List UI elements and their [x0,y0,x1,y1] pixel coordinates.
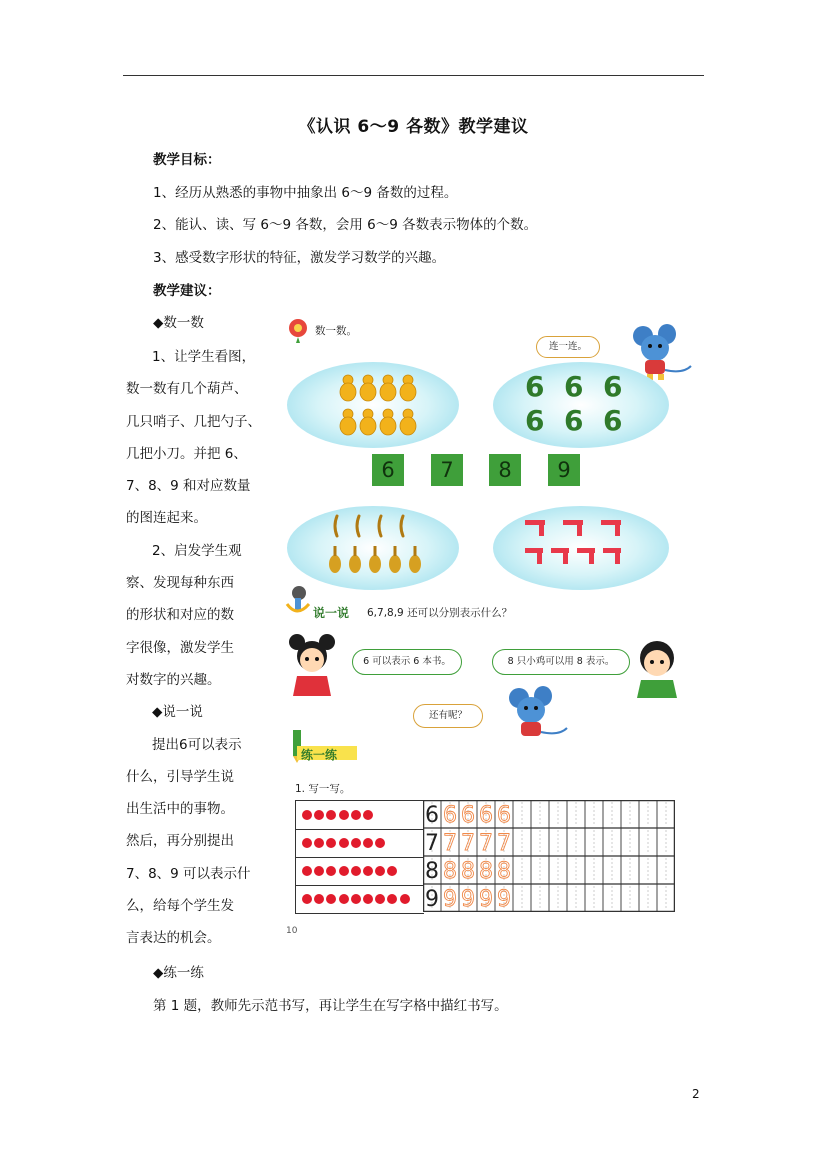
left-line: 2、启发学生观 [152,542,242,559]
red-dot [351,866,361,876]
left-line: 1、让学生看图， [152,349,256,365]
girl-bubble: 6 可以表示 6 本书。 [352,649,462,675]
microphone-icon [283,584,313,616]
goal-1: 1、经历从熟悉的事物中抽象出 6～9 备数的过程。 [153,185,458,201]
red-dot [351,838,361,848]
red-dot [375,894,385,904]
count-label: 数一数。 [315,325,357,337]
model-digit-7: 7 [425,831,439,856]
boy-icon [635,638,679,698]
practice-text: 第 1 题，教师先示范书写，再让学生在写字格中描红书写。 [153,998,508,1014]
red-dot [314,894,324,904]
red-dot [326,894,336,904]
dot-row-9 [296,885,424,914]
trace-digit-8[interactable]: 8 [443,859,457,884]
left-line: 出生活中的事物。 [126,801,234,818]
left-line: 的形状和对应的数 [126,607,234,624]
trace-digit-9[interactable]: 9 [461,887,475,912]
red-dot [339,838,349,848]
number-card-8[interactable]: 8 [489,454,521,486]
red-dot [387,894,397,904]
number-card-9[interactable]: 9 [548,454,580,486]
red-dot [339,866,349,876]
left-line: 言表达的机会。 [126,930,221,947]
red-dot [363,810,373,820]
dot-rows [295,800,424,914]
red-dot [302,866,312,876]
model-digit-9: 9 [425,887,439,912]
trace-digit-8[interactable]: 8 [479,859,493,884]
say-label: 说一说 [313,606,350,620]
left-line: 几只哨子、几把勺子、 [126,413,261,430]
left-line: ◆说一说 [152,704,203,721]
six-shapes: 6 6 6 6 6 6 [525,370,623,437]
red-dot [339,810,349,820]
dot-row-8 [296,857,424,886]
red-dot [302,894,312,904]
goal-2: 2、能认、读、写 6～9 各数，会用 6～9 各数表示物体的个数。 [153,217,538,233]
trace-digit-6[interactable]: 6 [443,803,457,828]
writing-boxes[interactable] [423,800,675,912]
red-dot [363,838,373,848]
red-dot [363,894,373,904]
trace-digit-7[interactable]: 7 [497,831,511,856]
left-line: 7、8、9 可以表示什 [126,865,251,882]
red-dot [387,866,397,876]
header-rule [123,75,704,76]
trace-digit-9[interactable]: 9 [497,887,511,912]
say-question: 6,7,8,9 还可以分别表示什么？ [367,607,513,619]
red-dot [314,838,324,848]
left-line: 么，给每个学生发 [126,898,234,915]
number-card-7[interactable]: 7 [431,454,463,486]
trace-digit-9[interactable]: 9 [443,887,457,912]
red-dot [400,894,410,904]
number-card-6[interactable]: 6 [372,454,404,486]
red-dot [326,810,336,820]
red-dot [302,810,312,820]
left-line: 数一数有几个葫芦、 [126,381,248,398]
trace-digit-9[interactable]: 9 [479,887,493,912]
book-page-number: 10 [286,926,298,936]
section-practice-heading: ◆练一练 [153,965,204,981]
page-number: 2 [692,1087,700,1101]
left-line: 的图连起来。 [126,510,207,527]
left-line: 提出6可以表示 [152,736,242,753]
trace-digit-6[interactable]: 6 [461,803,475,828]
trace-digit-8[interactable]: 8 [497,859,511,884]
practice-label: 练一练 [301,748,338,762]
spoon-icons [327,512,427,582]
write-label: 1. 写一写。 [295,783,351,795]
goal-3: 3、感受数字形状的特征，激发学习数学的兴趣。 [153,250,446,266]
left-line: 字很像，激发学生 [126,639,234,656]
connect-bubble: 连一连。 [536,336,600,358]
suggest-heading: 教学建议： [153,283,221,299]
red-dot [375,838,385,848]
trace-digit-8[interactable]: 8 [461,859,475,884]
trace-digit-7[interactable]: 7 [461,831,475,856]
mouse-icon-2 [501,684,571,744]
left-line: 几把小刀。并把 6、 [126,445,247,462]
mouse-bubble: 还有呢？ [413,704,483,728]
model-digit-6: 6 [425,803,439,828]
gourd-icons [339,372,419,438]
trace-digit-7[interactable]: 7 [479,831,493,856]
red-dot [314,866,324,876]
left-line: 察、发现每种东西 [126,575,234,592]
red-dot [326,866,336,876]
knife-icons [523,518,643,578]
red-dot [339,894,349,904]
goals-heading: 教学目标： [153,152,221,168]
red-dot [326,838,336,848]
red-dot [314,810,324,820]
left-column-text [126,341,261,955]
section-count-heading: ◆数一数 [153,315,204,331]
red-dot [351,894,361,904]
page-title: 《认识 6～9 各数》教学建议 [298,117,529,137]
trace-digit-7[interactable]: 7 [443,831,457,856]
left-line: 然后，再分别提出 [126,833,234,850]
dot-row-7 [296,829,424,858]
trace-digit-6[interactable]: 6 [479,803,493,828]
dot-row-6 [296,801,424,830]
girl-icon [287,632,337,696]
red-dot [351,810,361,820]
red-dot [363,866,373,876]
model-digit-8: 8 [425,859,439,884]
trace-digit-6[interactable]: 6 [497,803,511,828]
boy-bubble: 8 只小鸡可以用 8 表示。 [492,649,630,675]
red-dot [375,866,385,876]
textbook-figure [283,312,683,942]
left-line: 7、8、9 和对应数量 [126,478,251,495]
flower-icon [287,318,309,344]
left-line: 对数字的兴趣。 [126,671,221,688]
left-line: 什么，引导学生说 [126,768,234,785]
red-dot [302,838,312,848]
